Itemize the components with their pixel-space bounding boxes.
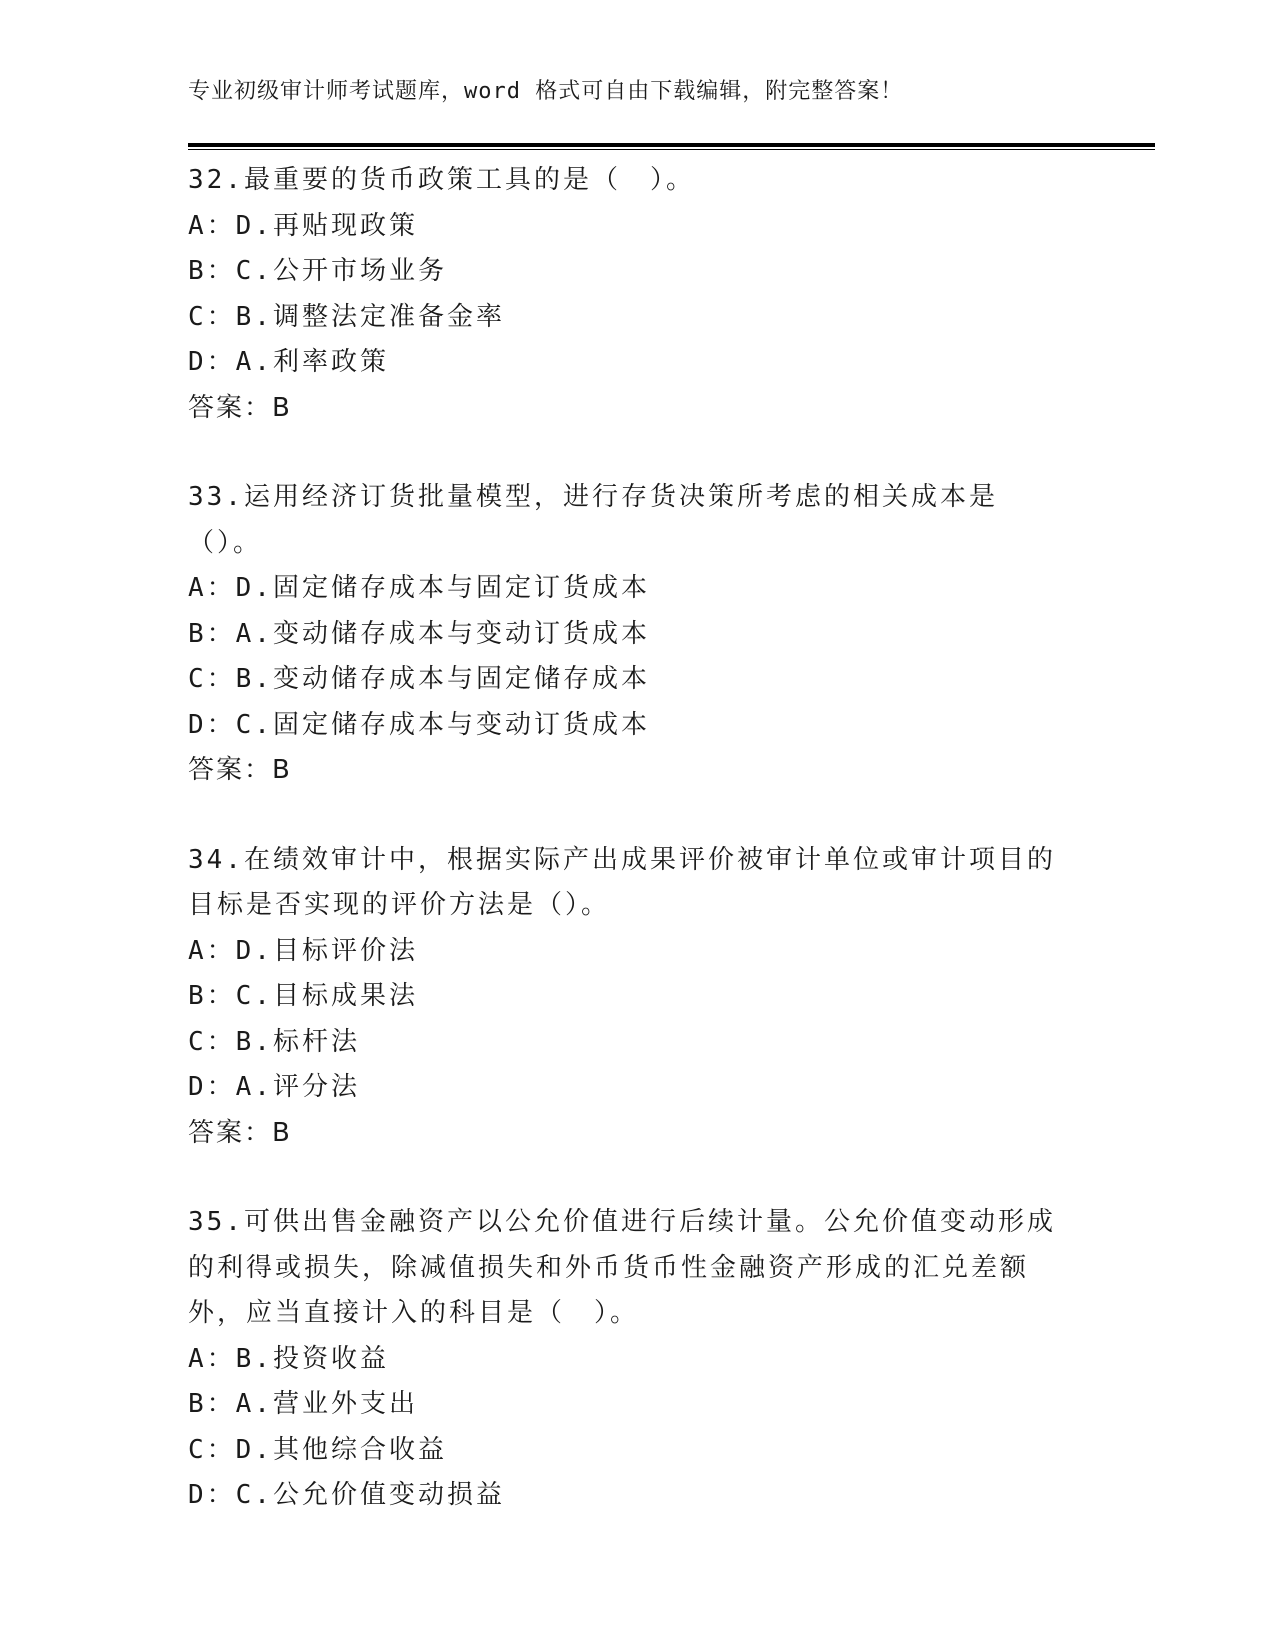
question-stem: 34.在绩效审计中，根据实际产出成果评价被审计单位或审计项目的目标是否实现的评价方法是（）。 — [188, 844, 1056, 920]
option-a: A：D.再贴现政策 — [188, 210, 418, 241]
question-35 — [188, 1200, 1168, 1519]
answer-line: 答案：B — [188, 755, 292, 785]
question-list — [188, 158, 1168, 1563]
header-divider — [188, 143, 1155, 151]
option-a: A：D.目标评价法 — [188, 935, 418, 966]
option-d: D：A.评分法 — [188, 1072, 360, 1102]
answer-line: 答案：B — [188, 392, 292, 423]
option-b: B：A.营业外支出 — [188, 1389, 418, 1419]
option-c: C：B.变动储存成本与固定储存成本 — [188, 664, 650, 694]
question-34 — [188, 838, 1168, 1157]
option-d: D：C.固定储存成本与变动订货成本 — [188, 709, 650, 740]
question-33 — [188, 475, 1168, 794]
option-b: B：C.公开市场业务 — [188, 256, 447, 286]
option-a: A：B.投资收益 — [188, 1343, 389, 1374]
question-stem: 32.最重要的货币政策工具的是（ ）。 — [188, 165, 695, 195]
question-32 — [188, 158, 1168, 431]
option-d: D：A.利率政策 — [188, 347, 389, 377]
option-d: D：C.公允价值变动损益 — [188, 1480, 505, 1510]
question-stem: 33.运用经济订货批量模型，进行存货决策所考虑的相关成本是（）。 — [188, 482, 998, 558]
option-b: B：C.目标成果法 — [188, 981, 418, 1011]
option-c: C：B.标杆法 — [188, 1026, 360, 1057]
answer-line: 答案：B — [188, 1117, 292, 1148]
page-header: 专业初级审计师考试题库，word 格式可自由下载编辑，附完整答案！ — [188, 79, 904, 104]
question-stem: 35.可供出售金融资产以公允价值进行后续计量。公允价值变动形成的利得或损失，除减值损失和外币货币性金融资产形成的汇兑差额外，应当直接计入的科目是（ ）。 — [188, 1207, 1056, 1328]
option-c: C：B.调整法定准备金率 — [188, 301, 505, 332]
option-b: B：A.变动储存成本与变动订货成本 — [188, 618, 650, 649]
option-c: C：D.其他综合收益 — [188, 1434, 447, 1465]
option-a: A：D.固定储存成本与固定订货成本 — [188, 573, 650, 603]
